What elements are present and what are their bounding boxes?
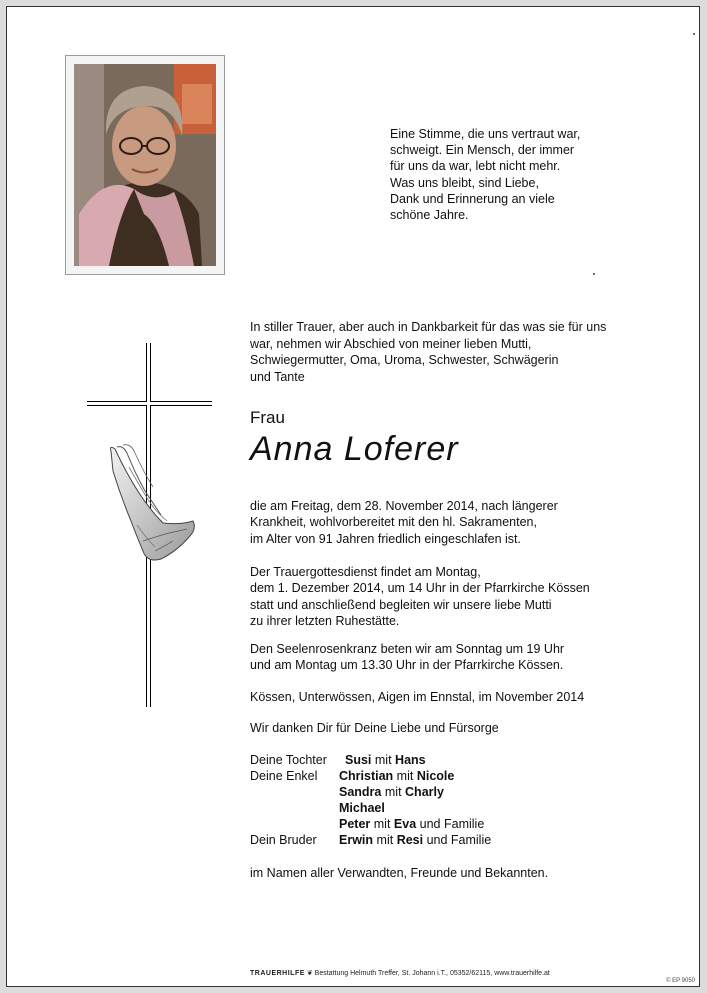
relation-label: Dein Bruder [250, 833, 317, 847]
rosary-info [250, 641, 680, 674]
intro-line: und Tante [250, 369, 305, 384]
poem-line: Eine Stimme, die uns vertraut war, [390, 127, 581, 141]
poem-line: Dank und Erinnerung an viele [390, 191, 555, 206]
cross-icon-joint [147, 401, 150, 406]
poem-line: für uns da war, lebt nicht mehr. [390, 159, 561, 174]
portrait-photo [74, 64, 216, 266]
funeral-line: Der Trauergottesdienst findet am Montag, [250, 565, 481, 579]
rosary-line: und am Montag um 13.30 Uhr in der Pfarrkirche Kössen. [250, 658, 564, 673]
funeral-home-footer [250, 969, 670, 977]
closing-text: im Namen aller Verwandten, Freunde und Bekannten. [250, 866, 549, 880]
mourner-row [250, 768, 670, 784]
salutation: Frau [250, 408, 285, 427]
intro-line: war, nehmen wir Abschied von meiner lieben Mutti, [250, 336, 532, 351]
thanks-line [250, 720, 680, 736]
funeral-line: statt und anschließend begleiten wir unsere liebe Mutti [250, 597, 552, 612]
closing-line [250, 865, 680, 881]
obituary-sheet [6, 6, 700, 987]
relation-label: Deine Enkel [250, 769, 318, 783]
death-notice-line: die am Freitag, dem 28. November 2014, nach längerer [250, 499, 558, 513]
intro-line: In stiller Trauer, aber auch in Dankbarkeit für das was sie für uns [250, 320, 607, 334]
poem-line: schweigt. Ein Mensch, der immer [390, 143, 575, 158]
speck [593, 273, 595, 275]
relation-label: Deine Tochter [250, 753, 327, 767]
mourner-row [250, 784, 670, 800]
mourner-row [250, 800, 670, 816]
print-code: © EP 9050 [666, 978, 695, 984]
speck [693, 33, 695, 35]
intro-text [250, 319, 670, 385]
funeral-line: dem 1. Dezember 2014, um 14 Uhr in der Pfarrkirche Kössen [250, 581, 590, 596]
rosary-line: Den Seelenrosenkranz beten wir am Sonntag um 19 Uhr [250, 642, 565, 656]
mourner-row [250, 752, 670, 768]
place-date-line: Kössen, Unterwössen, Aigen im Ennstal, im November 2014 [250, 690, 585, 704]
mourner-row [250, 832, 670, 848]
funeral-line: zu ihrer letzten Ruhestätte. [250, 613, 400, 628]
poem-line: schöne Jahre. [390, 208, 469, 223]
funeral-info [250, 564, 680, 629]
funeral-home-brand: TRAUERHILFE [250, 970, 305, 977]
mourner-row [250, 816, 670, 832]
memorial-poem [390, 126, 620, 223]
portrait-frame [65, 55, 225, 275]
place-date [250, 689, 680, 705]
deceased-name: Anna Loferer [250, 430, 459, 468]
mourner-names: Susi mit Hans [345, 753, 426, 767]
poem-line: Was uns bleibt, sind Liebe, [390, 175, 539, 190]
death-notice-line: Krankheit, wohlvorbereitet mit den hl. Sakramenten, [250, 515, 537, 530]
leaf-icon: ❦ [306, 970, 313, 977]
intro-line: Schwiegermutter, Oma, Uroma, Schwester, Schwägerin [250, 353, 559, 367]
mourners-list [250, 752, 670, 848]
mourner-names: Michael [339, 801, 385, 815]
death-notice-line: im Alter von 91 Jahren friedlich eingeschlafen ist. [250, 531, 521, 546]
mourner-names: Erwin mit Resi und Familie [339, 833, 492, 847]
mourner-names: Peter mit Eva und Familie [339, 817, 485, 831]
thanks-text: Wir danken Dir für Deine Liebe und Fürsorge [250, 721, 499, 735]
death-notice [250, 498, 680, 547]
praying-hands-icon [103, 441, 199, 567]
funeral-home-details: Bestattung Helmuth Treffer, St. Johann i.T., 05352/62115, www.trauerhilfe.at [314, 970, 550, 977]
mourner-names: Sandra mit Charly [339, 785, 444, 799]
mourner-names: Christian mit Nicole [339, 769, 455, 783]
